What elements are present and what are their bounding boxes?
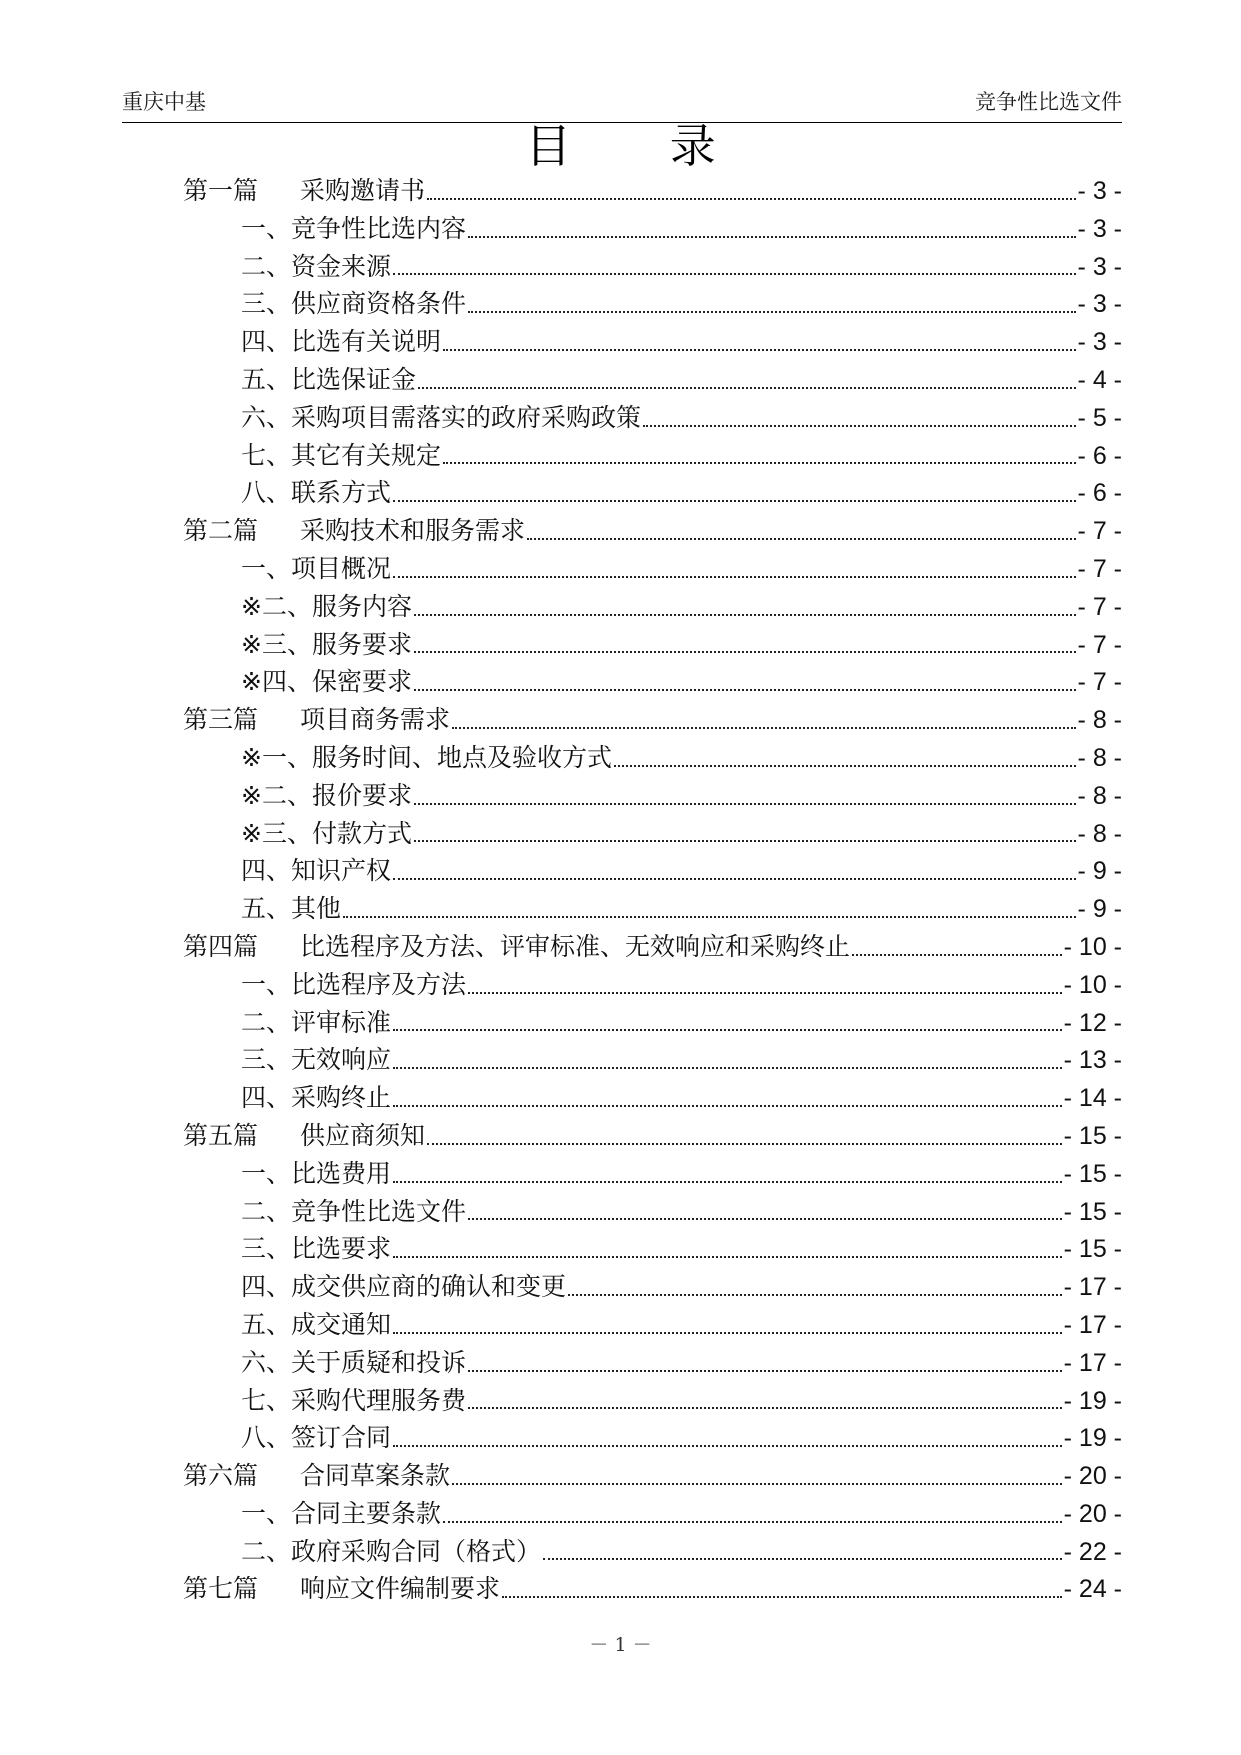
toc-entry-label bbox=[241, 625, 412, 661]
toc-page-number: - 8 - bbox=[1077, 706, 1122, 735]
toc-leader-dots bbox=[414, 802, 1076, 805]
toc-page-number: - 12 - bbox=[1063, 1008, 1122, 1037]
toc-entry-text: 八、联系方式 bbox=[241, 478, 392, 508]
toc-entry-text: 采购技术和服务需求 bbox=[300, 516, 526, 546]
toc-page-number: - 8 - bbox=[1077, 743, 1122, 772]
toc-entry-text: ※三、付款方式 bbox=[241, 818, 412, 848]
toc-page-number: - 24 - bbox=[1063, 1575, 1122, 1604]
toc-entry-label bbox=[241, 776, 412, 812]
toc-page-number: - 10 - bbox=[1063, 932, 1122, 961]
toc-entry-text: 三、供应商资格条件 bbox=[241, 289, 467, 319]
toc-section-entry[interactable] bbox=[183, 1343, 1122, 1381]
toc-leader-dots bbox=[414, 688, 1076, 691]
toc-page-number: - 8 - bbox=[1077, 819, 1122, 848]
toc-page-number: - 3 - bbox=[1077, 214, 1122, 243]
toc-entry-text: 比选程序及方法、评审标准、无效响应和采购终止 bbox=[300, 931, 851, 961]
toc-section-entry[interactable] bbox=[183, 1532, 1122, 1570]
toc-leader-dots bbox=[643, 424, 1076, 427]
toc-entry-text: 五、其他 bbox=[241, 894, 342, 924]
toc-entry-text: 响应文件编制要求 bbox=[300, 1574, 501, 1604]
toc-entry-label bbox=[241, 549, 391, 585]
toc-entry-label bbox=[183, 927, 850, 963]
toc-section-entry[interactable] bbox=[183, 851, 1122, 889]
toc-section-entry[interactable] bbox=[183, 1494, 1122, 1532]
toc-page-number: - 22 - bbox=[1063, 1537, 1122, 1566]
toc-section-entry[interactable] bbox=[183, 473, 1122, 511]
toc-leader-dots bbox=[393, 272, 1076, 275]
table-of-contents bbox=[183, 171, 1122, 1607]
toc-entry-text: 供应商须知 bbox=[300, 1120, 426, 1150]
toc-entry-label bbox=[241, 209, 466, 245]
toc-section-entry[interactable] bbox=[183, 1418, 1122, 1456]
toc-entry-label bbox=[241, 1192, 466, 1228]
toc-entry-label bbox=[241, 587, 412, 623]
toc-page-number: - 5 - bbox=[1077, 403, 1122, 432]
toc-page-number: - 7 - bbox=[1077, 668, 1122, 697]
toc-leader-dots bbox=[393, 1331, 1062, 1334]
toc-leader-dots bbox=[468, 235, 1076, 238]
toc-entry-text: 一、合同主要条款 bbox=[241, 1498, 442, 1528]
toc-entry-label bbox=[241, 1532, 541, 1568]
toc-page-number: - 17 - bbox=[1063, 1348, 1122, 1377]
toc-entry-text: 五、成交通知 bbox=[241, 1309, 392, 1339]
toc-section-entry[interactable] bbox=[183, 549, 1122, 587]
toc-entry-text: ※一、服务时间、地点及验收方式 bbox=[241, 742, 612, 772]
toc-chapter-entry[interactable] bbox=[183, 700, 1122, 738]
toc-section-entry[interactable] bbox=[183, 436, 1122, 474]
toc-chapter-number: 第六篇 bbox=[183, 1461, 259, 1491]
toc-page-number: - 4 - bbox=[1077, 365, 1122, 394]
toc-entry-label bbox=[241, 398, 641, 434]
toc-entry-label bbox=[241, 1003, 391, 1039]
toc-entry-text: 五、比选保证金 bbox=[241, 364, 417, 394]
toc-leader-dots bbox=[414, 650, 1076, 653]
header-document-title: 竞争性比选文件 bbox=[975, 90, 1122, 114]
toc-section-entry[interactable] bbox=[183, 360, 1122, 398]
toc-page-number: - 3 - bbox=[1077, 252, 1122, 281]
toc-section-entry[interactable] bbox=[183, 1192, 1122, 1230]
toc-entry-label bbox=[241, 284, 466, 320]
toc-leader-dots bbox=[418, 386, 1076, 389]
toc-section-entry[interactable] bbox=[183, 398, 1122, 436]
toc-leader-dots bbox=[414, 839, 1076, 842]
toc-entry-label bbox=[241, 1343, 466, 1379]
toc-entry-text: 七、采购代理服务费 bbox=[241, 1385, 467, 1415]
toc-chapter-entry[interactable] bbox=[183, 1569, 1122, 1607]
toc-entry-text: 二、评审标准 bbox=[241, 1007, 392, 1037]
toc-chapter-number: 第四篇 bbox=[183, 931, 259, 961]
toc-entry-label bbox=[241, 1078, 391, 1114]
toc-page-number: - 10 - bbox=[1063, 970, 1122, 999]
toc-entry-label bbox=[241, 662, 412, 698]
toc-entry-label bbox=[183, 171, 425, 207]
toc-page-number: - 3 - bbox=[1077, 177, 1122, 205]
toc-entry-text: 采购邀请书 bbox=[300, 176, 426, 205]
toc-leader-dots bbox=[427, 197, 1076, 200]
toc-entry-label bbox=[241, 851, 391, 887]
toc-entry-text: 三、无效响应 bbox=[241, 1045, 392, 1075]
toc-entry-label bbox=[241, 1154, 391, 1190]
toc-page-number: - 19 - bbox=[1063, 1386, 1122, 1415]
toc-entry-text: 一、项目概况 bbox=[241, 553, 392, 583]
toc-entry-text: 六、采购项目需落实的政府采购政策 bbox=[241, 402, 642, 432]
toc-page-number: - 3 - bbox=[1077, 328, 1122, 357]
toc-page-number: - 15 - bbox=[1063, 1235, 1122, 1264]
toc-leader-dots bbox=[393, 1104, 1062, 1107]
toc-section-entry[interactable] bbox=[183, 1040, 1122, 1078]
toc-page-number: - 7 - bbox=[1077, 554, 1122, 583]
toc-chapter-entry[interactable] bbox=[183, 171, 1122, 209]
toc-chapter-number: 第五篇 bbox=[183, 1120, 259, 1150]
toc-leader-dots bbox=[527, 537, 1076, 540]
toc-entry-label bbox=[183, 700, 450, 736]
toc-entry-text: 二、竞争性比选文件 bbox=[241, 1196, 467, 1226]
toc-leader-dots bbox=[393, 1066, 1062, 1069]
toc-leader-dots bbox=[393, 1180, 1062, 1183]
toc-leader-dots bbox=[393, 1028, 1062, 1031]
toc-section-entry[interactable] bbox=[183, 247, 1122, 285]
toc-entry-label bbox=[241, 436, 441, 472]
toc-section-entry[interactable] bbox=[183, 1381, 1122, 1419]
toc-page-number: - 15 - bbox=[1063, 1121, 1122, 1150]
toc-leader-dots bbox=[568, 1293, 1062, 1296]
toc-page-number: - 20 - bbox=[1063, 1499, 1122, 1528]
toc-entry-text: 项目商务需求 bbox=[300, 705, 451, 735]
toc-entry-text: 二、资金来源 bbox=[241, 251, 392, 281]
toc-entry-label bbox=[183, 1569, 500, 1605]
toc-entry-label bbox=[241, 1418, 391, 1454]
toc-entry-label bbox=[241, 1229, 391, 1265]
toc-page-number: - 15 - bbox=[1063, 1197, 1122, 1226]
toc-chapter-number: 第二篇 bbox=[183, 516, 259, 546]
toc-leader-dots bbox=[614, 764, 1076, 767]
toc-page-number: - 17 - bbox=[1063, 1310, 1122, 1339]
toc-leader-dots bbox=[393, 1255, 1062, 1258]
toc-page-number: - 13 - bbox=[1063, 1046, 1122, 1075]
toc-entry-text: 一、竞争性比选内容 bbox=[241, 213, 467, 243]
toc-chapter-entry[interactable] bbox=[183, 511, 1122, 549]
toc-leader-dots bbox=[452, 726, 1076, 729]
toc-entry-text: 合同草案条款 bbox=[300, 1461, 451, 1491]
header-company: 重庆中基 bbox=[122, 90, 206, 114]
page-number: － 1 － bbox=[589, 1634, 652, 1656]
toc-entry-label bbox=[241, 1267, 566, 1303]
toc-leader-dots bbox=[468, 991, 1062, 994]
toc-section-entry[interactable] bbox=[183, 587, 1122, 625]
toc-leader-dots bbox=[414, 613, 1076, 616]
toc-leader-dots bbox=[468, 1406, 1062, 1409]
toc-leader-dots bbox=[393, 499, 1076, 502]
toc-entry-label bbox=[241, 473, 391, 509]
toc-leader-dots bbox=[443, 461, 1076, 464]
toc-section-entry[interactable] bbox=[183, 625, 1122, 663]
toc-leader-dots bbox=[427, 1142, 1062, 1145]
toc-entry-text: 四、采购终止 bbox=[241, 1083, 392, 1113]
toc-entry-text: 七、其它有关规定 bbox=[241, 440, 442, 470]
toc-leader-dots bbox=[393, 1444, 1062, 1447]
toc-leader-dots bbox=[443, 348, 1076, 351]
toc-entry-text: 四、知识产权 bbox=[241, 856, 392, 886]
toc-entry-label bbox=[241, 1494, 441, 1530]
toc-leader-dots bbox=[852, 953, 1062, 956]
toc-leader-dots bbox=[393, 575, 1076, 578]
toc-section-entry[interactable] bbox=[183, 889, 1122, 927]
toc-page-number: - 7 - bbox=[1077, 592, 1122, 621]
toc-section-entry[interactable] bbox=[183, 814, 1122, 852]
toc-entry-label bbox=[241, 738, 612, 774]
toc-chapter-number: 第一篇 bbox=[183, 176, 259, 205]
toc-entry-label bbox=[241, 1305, 391, 1341]
toc-leader-dots bbox=[468, 1217, 1062, 1220]
toc-entry-text: ※三、服务要求 bbox=[241, 629, 412, 659]
toc-entry-label bbox=[241, 965, 466, 1001]
toc-entry-label bbox=[241, 814, 412, 850]
toc-entry-label bbox=[241, 247, 391, 283]
toc-section-entry[interactable] bbox=[183, 965, 1122, 1003]
toc-entry-label bbox=[183, 1456, 450, 1492]
toc-chapter-entry[interactable] bbox=[183, 927, 1122, 965]
toc-page-number: - 6 - bbox=[1077, 479, 1122, 508]
toc-leader-dots bbox=[393, 877, 1076, 880]
toc-section-entry[interactable] bbox=[183, 662, 1122, 700]
toc-section-entry[interactable] bbox=[183, 322, 1122, 360]
toc-page-number: - 7 - bbox=[1077, 630, 1122, 659]
toc-page-number: - 3 - bbox=[1077, 290, 1122, 319]
toc-entry-label bbox=[241, 1381, 466, 1417]
toc-page-number: - 9 - bbox=[1077, 857, 1122, 886]
toc-entry-label bbox=[241, 360, 416, 396]
toc-page-number: - 20 - bbox=[1063, 1462, 1122, 1491]
toc-chapter-number: 第七篇 bbox=[183, 1574, 259, 1604]
toc-entry-text: 四、比选有关说明 bbox=[241, 327, 442, 357]
toc-entry-label bbox=[183, 511, 525, 547]
toc-section-entry[interactable] bbox=[183, 209, 1122, 247]
toc-leader-dots bbox=[452, 1482, 1062, 1485]
toc-chapter-number: 第三篇 bbox=[183, 705, 259, 735]
toc-page-number: - 15 - bbox=[1063, 1159, 1122, 1188]
toc-chapter-entry[interactable] bbox=[183, 1116, 1122, 1154]
toc-section-entry[interactable] bbox=[183, 284, 1122, 322]
toc-entry-text: 三、比选要求 bbox=[241, 1234, 392, 1264]
toc-section-entry[interactable] bbox=[183, 1154, 1122, 1192]
toc-entry-text: ※二、报价要求 bbox=[241, 780, 412, 810]
toc-entry-text: 四、成交供应商的确认和变更 bbox=[241, 1272, 567, 1302]
toc-leader-dots bbox=[443, 1520, 1062, 1523]
toc-chapter-entry[interactable] bbox=[183, 1456, 1122, 1494]
toc-entry-label bbox=[241, 1040, 391, 1076]
toc-page-number: - 19 - bbox=[1063, 1424, 1122, 1453]
toc-entry-text: 八、签订合同 bbox=[241, 1423, 392, 1453]
toc-entry-text: 二、政府采购合同（格式） bbox=[241, 1536, 542, 1566]
toc-entry-text: 一、比选费用 bbox=[241, 1158, 392, 1188]
toc-leader-dots bbox=[468, 310, 1076, 313]
toc-entry-text: 六、关于质疑和投诉 bbox=[241, 1347, 467, 1377]
toc-section-entry[interactable] bbox=[183, 776, 1122, 814]
toc-entry-label bbox=[183, 1116, 425, 1152]
toc-leader-dots bbox=[468, 1369, 1062, 1372]
toc-page-number: - 17 - bbox=[1063, 1273, 1122, 1302]
toc-entry-text: 一、比选程序及方法 bbox=[241, 969, 467, 999]
toc-entry-text: ※二、服务内容 bbox=[241, 591, 412, 621]
toc-leader-dots bbox=[543, 1557, 1062, 1560]
toc-section-entry[interactable] bbox=[183, 1078, 1122, 1116]
toc-entry-text: ※四、保密要求 bbox=[241, 667, 412, 697]
toc-heading: 目 录 bbox=[525, 119, 758, 173]
toc-section-entry[interactable] bbox=[183, 1267, 1122, 1305]
toc-section-entry[interactable] bbox=[183, 1229, 1122, 1267]
toc-page-number: - 6 - bbox=[1077, 441, 1122, 470]
toc-section-entry[interactable] bbox=[183, 738, 1122, 776]
toc-leader-dots bbox=[502, 1595, 1062, 1598]
toc-leader-dots bbox=[343, 915, 1076, 918]
toc-page-number: - 14 - bbox=[1063, 1084, 1122, 1113]
toc-section-entry[interactable] bbox=[183, 1305, 1122, 1343]
toc-section-entry[interactable] bbox=[183, 1003, 1122, 1041]
toc-page-number: - 9 - bbox=[1077, 895, 1122, 924]
toc-entry-label bbox=[241, 322, 441, 358]
toc-entry-label bbox=[241, 889, 341, 925]
toc-page-number: - 7 - bbox=[1077, 517, 1122, 546]
toc-page-number: - 8 - bbox=[1077, 781, 1122, 810]
